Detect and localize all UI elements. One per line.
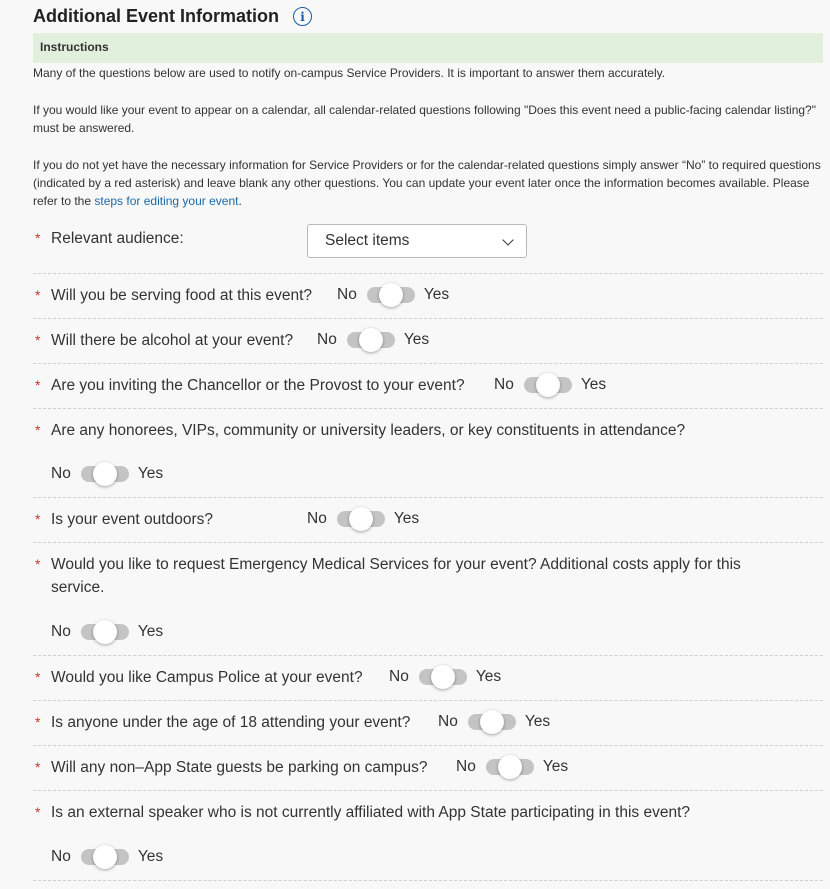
toggle-switch[interactable] <box>337 511 385 527</box>
toggle-yes-label[interactable]: Yes <box>393 510 420 527</box>
toggle-honorees-vips <box>51 465 163 483</box>
toggle-campus-police <box>389 668 501 686</box>
question-label: Is anyone under the age of 18 attending your event? <box>51 714 411 731</box>
toggle-knob[interactable] <box>536 373 560 397</box>
toggle-knob[interactable] <box>379 283 403 307</box>
toggle-yes-label[interactable]: Yes <box>137 848 164 865</box>
question-outdoors <box>33 511 823 535</box>
question-label: Will you be serving food at this event? <box>51 287 313 304</box>
relevant-audience-label: Relevant audience: <box>51 230 184 247</box>
divider <box>33 745 823 746</box>
divider <box>33 700 823 701</box>
question-guest-parking <box>33 759 823 783</box>
toggle-yes-label[interactable]: Yes <box>542 758 569 775</box>
instructions-heading: Instructions <box>33 33 823 63</box>
question-label: Will any non–App State guests be parking on campus? <box>51 759 428 776</box>
toggle-outdoors <box>307 510 419 528</box>
divider <box>33 790 823 791</box>
question-honorees-vips <box>33 422 823 446</box>
toggle-knob[interactable] <box>480 710 504 734</box>
toggle-switch[interactable] <box>419 669 467 685</box>
instructions-paragraph-1: Many of the questions below are used to notify on-campus Service Providers. It is important to answer them accurately. <box>33 66 666 80</box>
toggle-yes-label[interactable]: Yes <box>403 331 430 348</box>
required-asterisk: * <box>35 511 41 527</box>
divider <box>33 880 823 881</box>
toggle-knob[interactable] <box>93 462 117 486</box>
toggle-under-18 <box>438 713 550 731</box>
relevant-audience-select[interactable] <box>307 224 527 258</box>
toggle-switch[interactable] <box>524 377 572 393</box>
toggle-no-label[interactable]: No <box>456 758 476 775</box>
toggle-no-label[interactable]: No <box>51 623 71 640</box>
toggle-yes-label[interactable]: Yes <box>137 623 164 640</box>
section-title: Additional Event Information <box>33 6 279 26</box>
toggle-switch[interactable] <box>81 849 129 865</box>
chevron-down-icon <box>502 234 513 245</box>
toggle-yes-label[interactable]: Yes <box>475 668 502 685</box>
toggle-no-label[interactable]: No <box>389 668 409 685</box>
section-header <box>33 6 312 27</box>
question-label: Are you inviting the Chancellor or the Provost to your event? <box>51 377 465 394</box>
required-asterisk: * <box>35 332 41 348</box>
relevant-audience-select-value: Select items <box>325 232 410 249</box>
required-asterisk: * <box>35 804 41 820</box>
toggle-knob[interactable] <box>431 665 455 689</box>
toggle-no-label[interactable]: No <box>317 331 337 348</box>
instructions-paragraph-3-end: . <box>238 194 242 208</box>
divider <box>33 542 823 543</box>
question-emergency-medical <box>33 553 823 601</box>
question-external-speaker <box>33 804 823 828</box>
question-label: Will there be alcohol at your event? <box>51 332 294 349</box>
toggle-switch[interactable] <box>468 714 516 730</box>
divider <box>33 273 823 274</box>
toggle-switch[interactable] <box>486 759 534 775</box>
required-asterisk: * <box>35 556 41 572</box>
instructions-paragraph-3 <box>33 156 825 210</box>
toggle-switch[interactable] <box>81 466 129 482</box>
toggle-switch[interactable] <box>367 287 415 303</box>
required-asterisk: * <box>35 714 41 730</box>
question-label: Would you like Campus Police at your event? <box>51 669 363 686</box>
required-asterisk: * <box>35 669 41 685</box>
toggle-yes-label[interactable]: Yes <box>580 376 607 393</box>
toggle-no-label[interactable]: No <box>337 286 357 303</box>
question-under-18 <box>33 714 823 738</box>
toggle-yes-label[interactable]: Yes <box>524 713 551 730</box>
question-chancellor-provost <box>33 377 823 401</box>
toggle-no-label[interactable]: No <box>494 376 514 393</box>
question-label: Is your event outdoors? <box>51 511 213 528</box>
toggle-emergency-medical <box>51 623 163 641</box>
toggle-alcohol <box>317 331 429 349</box>
toggle-external-speaker <box>51 848 163 866</box>
toggle-no-label[interactable]: No <box>51 848 71 865</box>
question-label: Would you like to request Emergency Medical Services for your event? Additional costs apply for this service. <box>51 556 741 596</box>
toggle-guest-parking <box>456 758 568 776</box>
toggle-knob[interactable] <box>93 620 117 644</box>
toggle-knob[interactable] <box>359 328 383 352</box>
toggle-no-label[interactable]: No <box>51 465 71 482</box>
info-icon[interactable]: i <box>293 7 312 26</box>
required-asterisk: * <box>35 422 41 438</box>
required-asterisk: * <box>35 377 41 393</box>
divider <box>33 318 823 319</box>
steps-for-editing-link[interactable]: steps for editing your event <box>94 194 239 208</box>
divider <box>33 497 823 498</box>
instructions-paragraph-3-text: If you do not yet have the necessary information for Service Providers or for the calendar-related questions simply answer “No” to required questions (indicated by a red asterisk) and leave blank any other questions. You can update your event later once the information becomes available. Please refer to the <box>33 158 821 208</box>
toggle-switch[interactable] <box>347 332 395 348</box>
question-label: Is an external speaker who is not currently affiliated with App State participating in this event? <box>51 804 691 821</box>
toggle-knob[interactable] <box>349 507 373 531</box>
toggle-no-label[interactable]: No <box>307 510 327 527</box>
divider <box>33 655 823 656</box>
required-asterisk: * <box>35 287 41 303</box>
toggle-yes-label[interactable]: Yes <box>423 286 450 303</box>
question-label: Are any honorees, VIPs, community or university leaders, or key constituents in attendance? <box>51 422 686 439</box>
toggle-chancellor-provost <box>494 376 606 394</box>
toggle-yes-label[interactable]: Yes <box>137 465 164 482</box>
toggle-serving-food <box>337 286 449 304</box>
divider <box>33 408 823 409</box>
toggle-switch[interactable] <box>81 624 129 640</box>
divider <box>33 363 823 364</box>
toggle-no-label[interactable]: No <box>438 713 458 730</box>
required-asterisk: * <box>35 759 41 775</box>
toggle-knob[interactable] <box>93 845 117 869</box>
instructions-paragraph-2: If you would like your event to appear on a calendar, all calendar-related questions following "Does this event need a public-facing calendar listing?" must be answered. <box>33 103 816 135</box>
toggle-knob[interactable] <box>498 755 522 779</box>
required-asterisk: * <box>35 230 41 246</box>
